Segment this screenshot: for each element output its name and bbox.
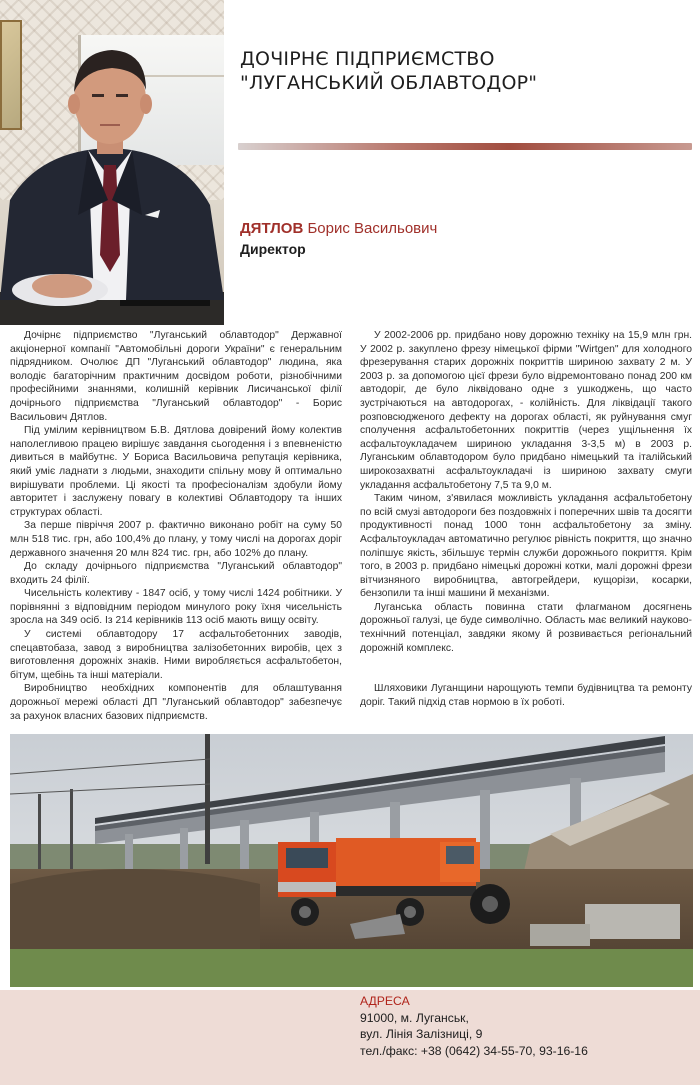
portrait-figure [0, 0, 224, 325]
phone-fax-line: тел./факс: +38 (0642) 34-55-70, 93-16-16 [360, 1043, 588, 1058]
director-name [240, 220, 437, 237]
contacts-footer [0, 990, 700, 1085]
director-position: Директор [240, 241, 306, 257]
article-right-column [360, 329, 692, 709]
director-surname: ДЯТЛОВ [240, 220, 304, 237]
article-left-column [10, 329, 342, 723]
article-paragraph: Шляховики Луганщини нарощують темпи будівництва та ремонту доріг. Такий підхід став нормою в їх роботі. [360, 683, 692, 708]
road-construction-illustration [10, 734, 693, 987]
address-block [360, 993, 588, 1059]
director-portrait [0, 0, 224, 325]
road-construction-photo [10, 734, 693, 987]
article-paragraph: Виробництво необхідних компонентів для облаштування дорожньої мережі області ДП "Луганський облавтодор" забезпечує за рахунок власних базових підприємств. [10, 683, 342, 722]
article-paragraph: За перше півріччя 2007 р. фактично виконано робіт на суму 50 млн 518 тис. грн, або 100,4% до плану, у тому числі на дорогах доріг державного значення 20 млн 824 тис. грн, або 102% до плану. [10, 520, 342, 559]
article-paragraph: Під умілим керівництвом Б.В. Дятлова довірений йому колектив наполегливою працею вирішує завдання сьогодення і з впевненістю дивиться в майбутнє. У Бориса Васильовича репутація керівника, який уміє ладнати з людьми, знаходити спільну мову й оптимально вирішувати проблеми. Ці якості та професіоналізм здобули йому авторитет і заслужену повагу в колективі Облавтодору та інших структурах області. [10, 425, 342, 518]
article-paragraph: Чисельність колективу - 1847 осіб, у тому числі 1424 робітники. У порівнянні з відповідним періодом минулого року їхня чисельність зросла на 349 осіб. Із 214 керівників 113 осіб мають вищу освіту. [10, 588, 342, 627]
address-label: АДРЕСА [360, 994, 410, 1008]
article-paragraph: Луганська область повинна стати флагманом досягнень дорожньої галузі, це буде символічно. Область має великий науково-технічний потенціал, завдяки якому й розвивається регіональний дорожній комплекс. [360, 601, 692, 654]
article-paragraph: Таким чином, з'явилася можливість укладання асфальтобетону по всій смузі автодороги без поздовжніх і поперечних швів та досягти продуктивності понад 1000 тонн асфальтобетону за зміну. Асфальтоукладач автоматично регулює рівність покриття, що значно поліпшує якість, збільшує термін служби дорожнього покриття. Крім того, в 2003 р. придбано німецькі дорожні котки, малі дорожні фрези вітчизняного виробництва, автогрейдери, кущорізи, косарки, бензопили та інші машини й механізми. [360, 493, 692, 600]
company-title [240, 47, 680, 95]
address-line: вул. Лінія Залізниці, 9 [360, 1027, 483, 1041]
company-title-line1: ДОЧІРНЄ ПІДПРИЄМСТВО [240, 48, 495, 70]
article-paragraph: Дочірнє підприємство "Луганський облавтодор" Державної акціонерної компанії "Автомобільні дороги України" є генеральним підрядником. Очолює ДП "Луганський облавтодор" людина, яка володіє багаторічним практичним досвідом роботи, різнобічними професійними знаннями, колишній керівник Лисичанської філії дочірнього підприємства "Луганський облавтодор" - Борис Васильович Дятлов. [10, 330, 342, 423]
director-given-name: Борис Васильович [307, 220, 438, 237]
address-line: 91000, м. Луганськ, [360, 1010, 469, 1025]
company-title-line2: "ЛУГАНСЬКИЙ ОБЛАВТОДОР" [240, 72, 538, 94]
article-paragraph: До складу дочірнього підприємства "Луганський облавтодор" входить 24 філії. [10, 561, 342, 586]
article-paragraph: У 2002-2006 рр. придбано нову дорожню техніку на 15,9 млн грн. У 2002 р. закуплено фрезу німецької фірми "Wirtgen" для холодного фрезерування старих дорожніх покриттів шириною захвату 2 м. У 2003 р. за допомогою цієї фрези було відремонтовано понад 200 км автодоріг, де було ліквідовано одне з ушкоджень, що часто зустрічаються на автодорогах, - колійність. Для ліквідації такого розповсюдженого дефекту на дорогах області, як руйнування смуг сполучення асфальтобетонних покриттів (через ущільнення їх асфальтоукладачем шириною укладання 3-3,5 м) в 2003 р. Луганським облавтодором було придбано німецький та італійський широкозахватні асфальтоукладачі із шириною захвату смуги укладання асфальтобетону 7,5 та 9,0 м. [360, 330, 692, 491]
article-paragraph: У системі облавтодору 17 асфальтобетонних заводів, спецавтобаза, завод з виробництва залізобетонних виробів, цех з виготовлення дорожніх знаків. Ними виробляється асфальтобетон, бітум, щебінь та інші матеріали. [10, 629, 342, 681]
title-divider [238, 143, 692, 150]
